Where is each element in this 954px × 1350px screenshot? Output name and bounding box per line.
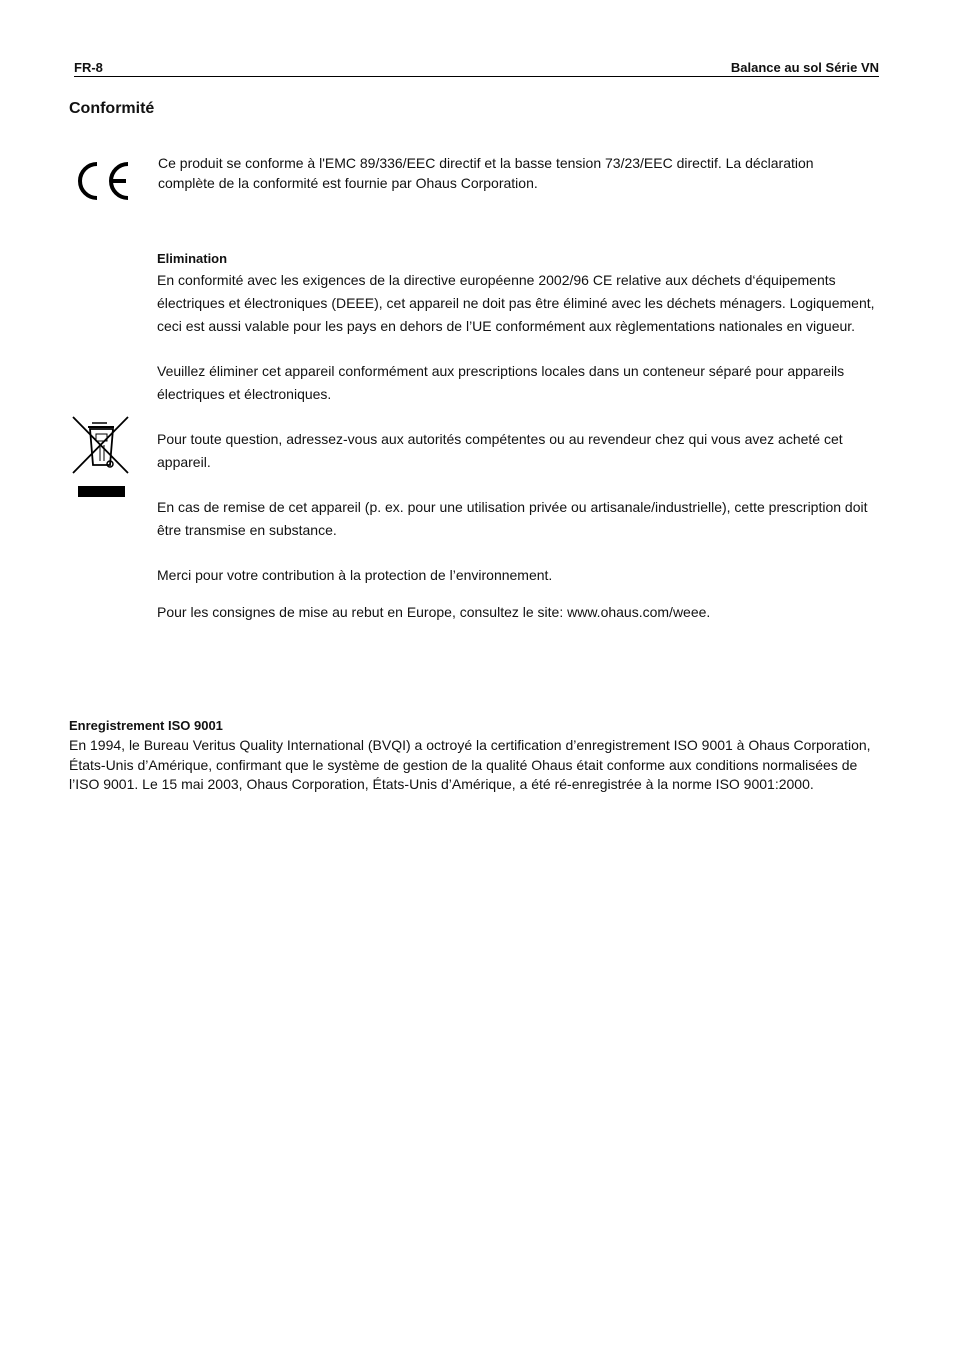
iso-title: Enregistrement ISO 9001 — [69, 718, 223, 733]
page-header — [74, 58, 879, 77]
document-title: Balance au sol Série VN — [730, 60, 879, 75]
disposal-paragraph-6: Pour les consignes de mise au rebut en Europe, consultez le site: www.ohaus.com/weee. — [157, 604, 711, 620]
section-title-conformity: Conformité — [69, 100, 155, 117]
disposal-section — [157, 249, 877, 624]
crossed-out-wheelie-bin-icon — [70, 415, 132, 499]
disposal-paragraph-3: Pour toute question, adressez-vous aux autorités compétentes ou au revendeur chez qui vous avez acheté cet appareil. — [157, 431, 843, 470]
ce-mark-icon — [76, 160, 132, 202]
disposal-paragraph-5: Merci pour votre contribution à la protection de l’environnement. — [157, 567, 553, 583]
disposal-title: Elimination — [157, 251, 228, 266]
disposal-paragraph-2: Veuillez éliminer cet appareil conformément aux prescriptions locales dans un conteneur séparé pour appareils électriques et électroniques. — [157, 363, 845, 402]
iso-registration-section — [69, 716, 889, 795]
disposal-paragraph-4: En cas de remise de cet appareil (p. ex. pour une utilisation privée ou artisanale/industrielle), cette prescription doit être transmise en substance. — [157, 499, 868, 538]
page-number: FR-8 — [74, 60, 103, 75]
ce-conformity-statement: Ce produit se conforme à l'EMC 89/336/EEC directif et la basse tension 73/23/EEC directif. La déclaration complète de la conformité est fournie par Ohaus Corporation. — [158, 155, 814, 191]
disposal-paragraph-1: En conformité avec les exigences de la directive européenne 2002/96 CE relative aux déchets d‘équipements électriques et électroniques (DEEE), cet appareil ne doit pas être éliminé avec les déchets ménagers. Logiquement, ceci est aussi valable pour les pays en dehors de l’UE conformément aux règlementations nationales en vigueur. — [157, 272, 875, 334]
iso-text: En 1994, le Bureau Veritus Quality International (BVQI) a octroyé la certification d’enregistrement ISO 9001 à Ohaus Corporation, États-Unis d’Amérique, confirmant que le système de gestion de la qualité Ohaus était conforme aux conditions normalisées de l’ISO 9001. Le 15 mai 2003, Ohaus Corporation, États-Unis d’Amérique, a été ré-enregistrée à la norme ISO 9001:2000. — [69, 737, 871, 792]
